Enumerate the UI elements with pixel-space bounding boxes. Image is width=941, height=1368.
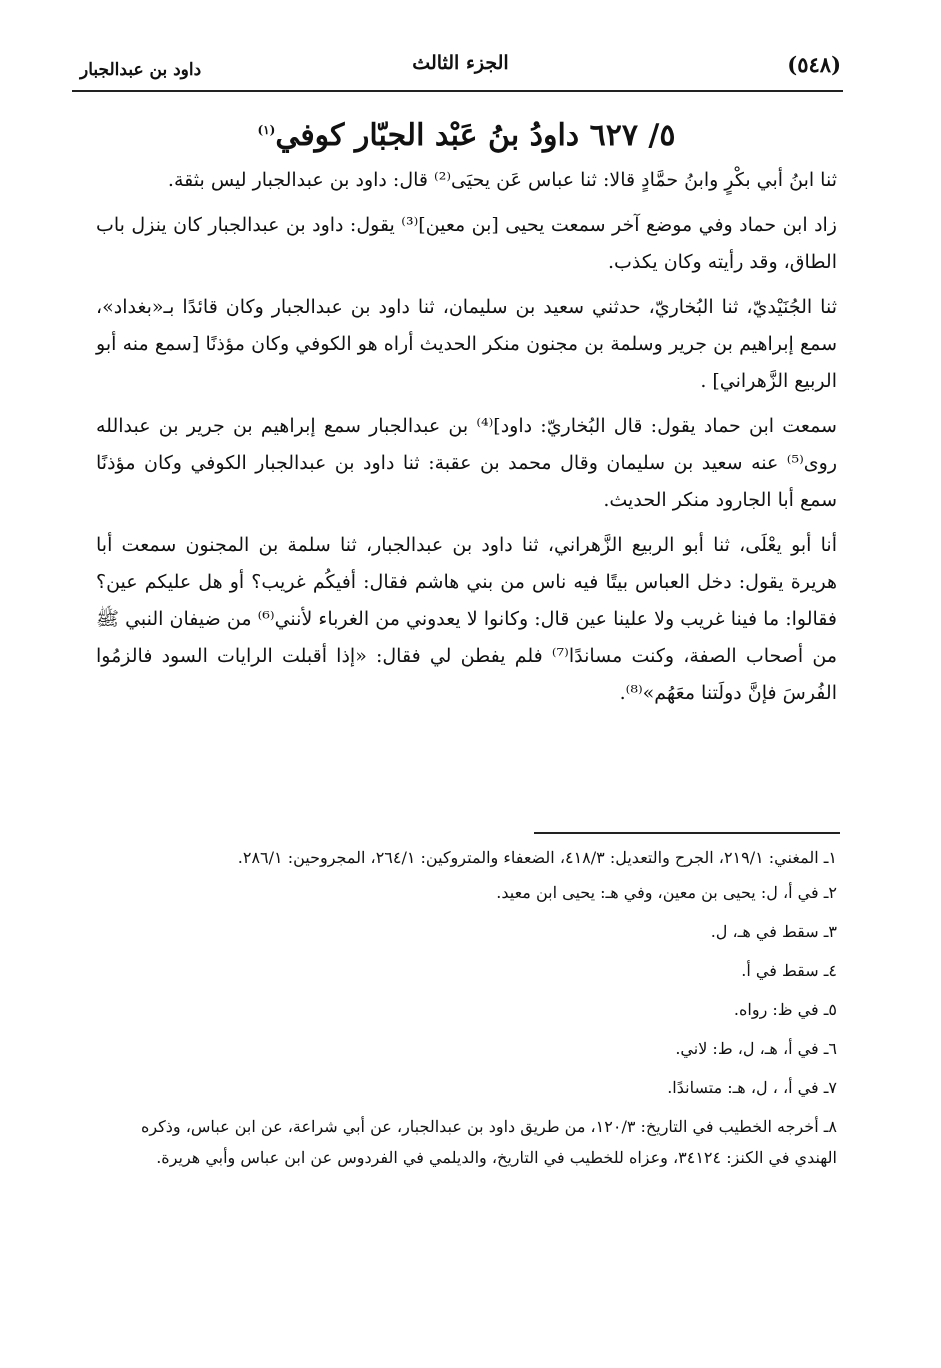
footnote: ٨ـ أخرجه الخطيب في التاريخ: ١٢٠/٣، من طريق داود بن عبدالجبار، عن أبي شراعة، عن ابن عباس، وذكره الهندي في الكنز: ٣٤١٢٤، وعزاه للخطيب في التاريخ، والديلمي في الفردوس عن ابن عباس وأبي هريرة. — [140, 1117, 837, 1167]
entry-number: ٥/ ٦٢٧ — [589, 118, 676, 153]
paragraph: أنا أبو يعْلَى، ثنا أبو الربيع الزَّهراني، ثنا داود بن عبدالجبار، ثنا سلمة بن المجنون سمعت أبا هريرة يقول: دخل العباس بيتًا فيه ناس من بني هاشم فقال: أفيكُم غريب؟ أو هل عليكم عين؟ فقالوا: ما فينا غريب ولا علينا عين قال: وكانوا لا يعدوني من الغرباء لأنني⁽⁶⁾ من ضيفان النبي ﷺ من أصحاب الصفة، وكنت مساندًا⁽⁷⁾ فلم يفطن لي فقال: «إذا أقبلت الرايات السود فالزمُوا الفُرسَ فإنَّ دولَتنا معَهُم»⁽⁸⁾. — [96, 534, 837, 704]
page-number: (٥٤٨) — [787, 52, 841, 77]
entry-title — [96, 108, 837, 158]
running-title: داود بن عبدالجبار — [80, 60, 202, 80]
footnote: ٥ـ في ظ: رواه. — [733, 1000, 837, 1019]
header-divider — [72, 90, 843, 92]
paragraph: سمعت ابن حماد يقول: قال البُخاريّ: داود]⁽⁴⁾ بن عبدالجبار سمع إبراهيم بن جرير بن عبدالله روى⁽⁵⁾ عنه سعيد بن سليمان وقال محمد بن عقبة: ثنا داود بن عبدالجبار الكوفي وكان مؤذنًا سمع أبا الجارود منكر الحديث. — [96, 415, 837, 511]
paragraph: ثنا ابنُ أبي بكْرٍ وابنُ حمَّادٍ قالا: ثنا عباس عَن يحيَى⁽²⁾ قال: داود بن عبدالجبار ليس بثقة. — [167, 169, 837, 191]
footnote: ٣ـ سقط في هـ، ل. — [710, 922, 837, 941]
footnote: ١ـ المغني: ٢١٩/١، الجرح والتعديل: ٤١٨/٣، الضعفاء والمتروكين: ٢٦٤/١، المجروحين: ٢٨٦/١. — [237, 848, 837, 867]
paragraph: ثنا الجُنَيْديّ، ثنا البُخاريّ، حدثني سعيد بن سليمان، ثنا داود بن عبدالجبار وكان قائدًا بـ«بغداد»، سمع إبراهيم بن جرير وسلمة بن مجنون منكر الحديث أراه هو الكوفي وكان مؤذنًا [سمع منه أبو الربيع الزَّهراني] . — [96, 296, 837, 392]
paragraph: زاد ابن حماد وفي موضع آخر سمعت يحيى [بن معين]⁽³⁾ يقول: داود بن عبدالجبار كان ينزل باب الطاق، وقد رأيته وكان يكذب. — [96, 214, 837, 273]
footnotes — [96, 842, 837, 1177]
main-text — [96, 108, 837, 720]
footnote: ٤ـ سقط في أ. — [741, 961, 837, 980]
entry-note-ref: (١) — [257, 123, 276, 137]
footnote: ٧ـ في أ، ، ل، هـ: متساندًا. — [667, 1078, 837, 1097]
footnote-divider — [534, 832, 840, 834]
footnote: ٦ـ في أ، هـ، ل، ط: لاني. — [675, 1039, 837, 1058]
page-header — [80, 52, 841, 92]
footnote: ٢ـ في أ، ل: يحيى بن معين، وفي هـ: يحيى ابن معيد. — [496, 883, 837, 902]
part-title: الجزء الثالث — [412, 52, 509, 74]
entry-name: داودُ بنُ عَبْد الجبّار كوفي — [275, 118, 580, 153]
